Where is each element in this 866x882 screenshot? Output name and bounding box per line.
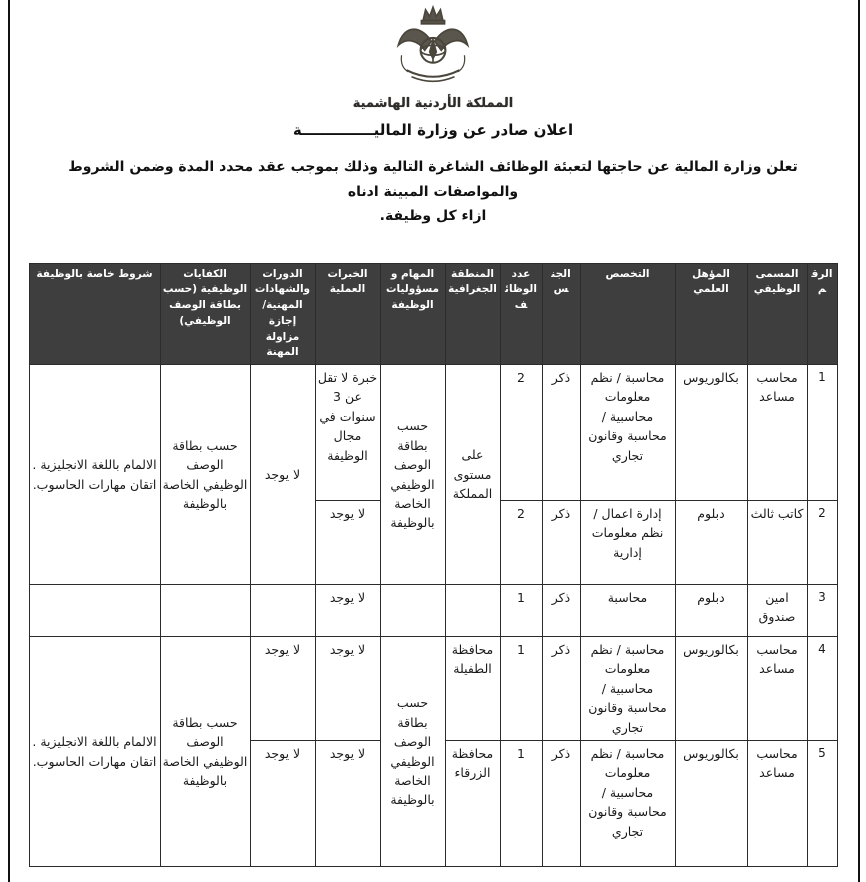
cell-r4r5-conditions: الالمام باللغة الانجليزية . اتقان مهارات الحاسوب. <box>29 637 160 867</box>
vacancies-table <box>29 263 838 868</box>
intro-line-1: تعلن وزارة المالية عن حاجتها لتعبئة الوظائف الشاغرة التالية وذلك بموجب عقد محدد المدة وضمن الشروط والمواصفات المبينة ادناه <box>68 159 798 200</box>
cell-r4-courses: لا يوجد <box>250 637 315 741</box>
cell-r1-experience: خبرة لا تقل عن 3 سنوات في مجال الوظيفة <box>315 365 380 501</box>
col-header-duties: المهام و مسؤوليات الوظيفة <box>380 263 445 365</box>
cell-r5-region: محافظة الزرقاء <box>445 741 500 867</box>
kingdom-calligraphy: المملكة الأردنية الهاشمية <box>352 96 514 111</box>
cell-r3-experience: لا يوجد <box>315 585 380 637</box>
table-row-3 <box>29 585 837 637</box>
cell-r2-specialization: إدارة اعمال / نظم معلومات إدارية <box>580 501 675 585</box>
cell-r1-count: 2 <box>500 365 542 501</box>
cell-r5-courses: لا يوجد <box>250 741 315 867</box>
page-left-border-line <box>8 0 10 882</box>
cell-r1-specialization: محاسبة / نظم معلومات محاسبية / محاسبة وقانون تجاري <box>580 365 675 501</box>
cell-r3-conditions <box>29 585 160 637</box>
col-header-gender: الجنس <box>542 263 580 365</box>
cell-r5-job-title: محاسب مساعد <box>747 741 807 867</box>
cell-r4-gender: ذكر <box>542 637 580 741</box>
cell-r4-job-title: محاسب مساعد <box>747 637 807 741</box>
intro-paragraph <box>35 155 831 229</box>
col-header-qualification: المؤهل العلمي <box>675 263 747 365</box>
col-header-job-title: المسمى الوظيفي <box>747 263 807 365</box>
col-header-competencies: الكفايات الوظيفية (حسب بطاقة الوصف الوظيفي) <box>160 263 250 365</box>
col-header-experience: الخبرات العملية <box>315 263 380 365</box>
page-right-border-line <box>858 0 860 882</box>
table-header-row <box>29 263 837 365</box>
cell-r5-qualification: بكالوريوس <box>675 741 747 867</box>
cell-r1r2-competencies: حسب بطاقة الوصف الوظيفي الخاصة بالوظيفة <box>160 365 250 585</box>
cell-r1-gender: ذكر <box>542 365 580 501</box>
col-header-region: المنطقة الجغرافية <box>445 263 500 365</box>
cell-r3-specialization: محاسبة <box>580 585 675 637</box>
cell-r3-courses <box>250 585 315 637</box>
cell-r2-experience: لا يوجد <box>315 501 380 585</box>
cell-r1r2-region: على مستوى المملكة <box>445 365 500 585</box>
cell-r1r2-conditions: الالمام باللغة الانجليزية . اتقان مهارات الحاسوب. <box>29 365 160 585</box>
cell-r2-number: 2 <box>807 501 837 585</box>
col-header-courses: الدورات والشهادات المهنية/إجازة مزاولة المهنة <box>250 263 315 365</box>
cell-r5-specialization: محاسبة / نظم معلومات محاسبية / محاسبة وقانون تجاري <box>580 741 675 867</box>
cell-r3-duties <box>380 585 445 637</box>
cell-r5-experience: لا يوجد <box>315 741 380 867</box>
intro-line-2: ازاء كل وظيفة. <box>379 208 487 224</box>
cell-r3-job-title: امين صندوق <box>747 585 807 637</box>
cell-r4r5-competencies: حسب بطاقة الوصف الوظيفي الخاصة بالوظيفة <box>160 637 250 867</box>
cell-r5-number: 5 <box>807 741 837 867</box>
cell-r5-count: 1 <box>500 741 542 867</box>
cell-r4-number: 4 <box>807 637 837 741</box>
cell-r4r5-duties: حسب بطاقة الوصف الوظيفي الخاصة بالوظيفة <box>380 637 445 867</box>
cell-r1r2-courses: لا يوجد <box>250 365 315 585</box>
cell-r1-qualification: بكالوريوس <box>675 365 747 501</box>
table-row-1 <box>29 365 837 501</box>
cell-r1-job-title: محاسب مساعد <box>747 365 807 501</box>
cell-r3-region <box>445 585 500 637</box>
announcement-title: اعلان صادر عن وزارة الماليــــــــــــــة <box>292 121 574 139</box>
cell-r2-qualification: دبلوم <box>675 501 747 585</box>
col-header-specialization: التخصص <box>580 263 675 365</box>
col-header-conditions: شروط خاصة بالوظيفة <box>29 263 160 365</box>
cell-r3-competencies <box>160 585 250 637</box>
cell-r4-specialization: محاسبة / نظم معلومات محاسبية / محاسبة وقانون تجاري <box>580 637 675 741</box>
cell-r1-number: 1 <box>807 365 837 501</box>
cell-r3-qualification: دبلوم <box>675 585 747 637</box>
cell-r4-experience: لا يوجد <box>315 637 380 741</box>
col-header-vacancy-count: عدد الوظائف <box>500 263 542 365</box>
cell-r2-count: 2 <box>500 501 542 585</box>
cell-r2-gender: ذكر <box>542 501 580 585</box>
jordan-coat-of-arms-icon <box>391 4 475 94</box>
cell-r5-gender: ذكر <box>542 741 580 867</box>
col-header-number: الرقم <box>807 263 837 365</box>
cell-r3-number: 3 <box>807 585 837 637</box>
cell-r2-job-title: كاتب ثالث <box>747 501 807 585</box>
cell-r4-qualification: بكالوريوس <box>675 637 747 741</box>
table-row-4 <box>29 637 837 741</box>
cell-r4-count: 1 <box>500 637 542 741</box>
cell-r4-region: محافظة الطفيلة <box>445 637 500 741</box>
cell-r1r2-duties: حسب بطاقة الوصف الوظيفي الخاصة بالوظيفة <box>380 365 445 585</box>
cell-r3-gender: ذكر <box>542 585 580 637</box>
cell-r3-count: 1 <box>500 585 542 637</box>
